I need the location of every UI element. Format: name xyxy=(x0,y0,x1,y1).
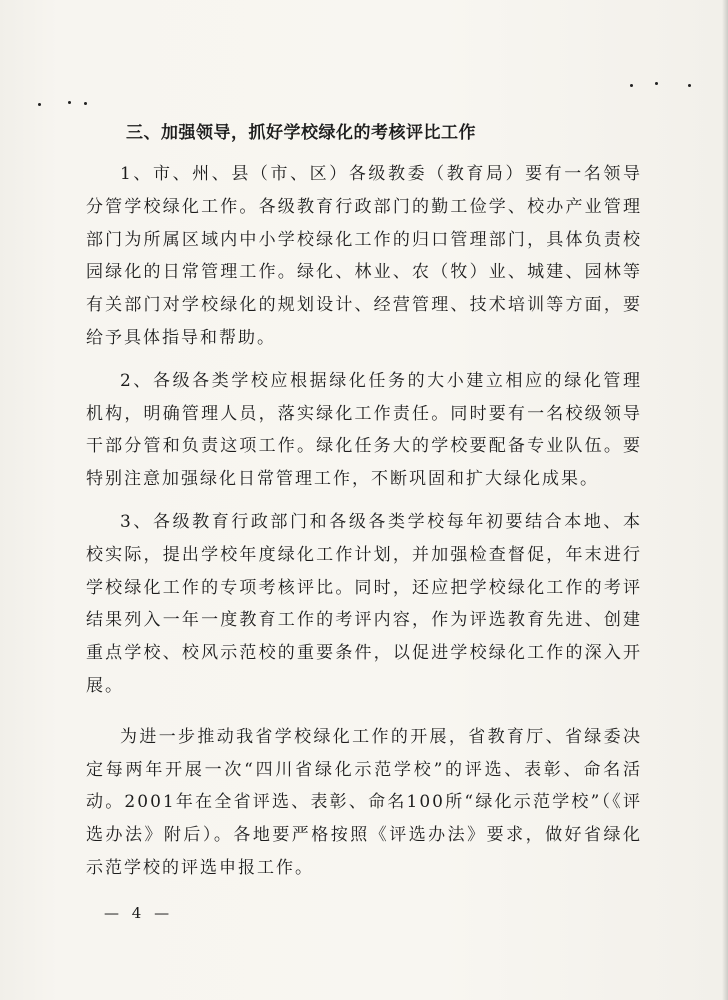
scan-speck xyxy=(655,82,658,85)
document-body xyxy=(86,122,642,895)
scan-speck xyxy=(688,84,691,87)
scan-speck xyxy=(68,101,71,104)
scan-speck xyxy=(84,102,87,105)
paragraph-4: 为进一步推动我省学校绿化工作的开展，省教育厅、省绿委决定每两年开展一次“四川省绿化示范学校”的评选、表彰、命名活动。2001年在全省评选、表彰、命名100所“绿化示范学校”（《评选办法》附后）。各地要严格按照《评选办法》要求，做好省绿化示范学校的评选申报工作。 xyxy=(86,726,642,878)
paragraph-1: 1、市、州、县（市、区）各级教委（教育局）要有一名领导分管学校绿化工作。各级教育行政部门的勤工俭学、校办产业管理部门为所属区域内中小学校绿化工作的归口管理部门，具体负责校园绿化的日常管理工作。绿化、林业、农（牧）业、城建、园林等有关部门对学校绿化的规划设计、经营管理、技术培训等方面，要给予具体指导和帮助。 xyxy=(86,164,642,348)
scan-speck xyxy=(38,103,41,106)
scan-edge-shadow xyxy=(722,0,728,1000)
page-number: — 4 — xyxy=(104,904,174,922)
paragraph-3: 3、各级教育行政部门和各级各类学校每年初要结合本地、本校实际，提出学校年度绿化工作计划，并加强检查督促，年末进行学校绿化工作的专项考核评比。同时，还应把学校绿化工作的考评结果列入一年一度教育工作的考评内容，作为评选教育先进、创建重点学校、校风示范校的重要条件，以促进学校绿化工作的深入开展。 xyxy=(86,511,642,696)
paragraph-2: 2、各级各类学校应根据绿化任务的大小建立相应的绿化管理机构，明确管理人员，落实绿化工作责任。同时要有一名校级领导干部分管和负责这项工作。绿化任务大的学校要配备专业队伍。要特别注意加强绿化日常管理工作，不断巩固和扩大绿化成果。 xyxy=(86,370,642,490)
section-heading: 三、加强领导，抓好学校绿化的考核评比工作 xyxy=(126,123,476,143)
scan-speck xyxy=(630,84,633,87)
